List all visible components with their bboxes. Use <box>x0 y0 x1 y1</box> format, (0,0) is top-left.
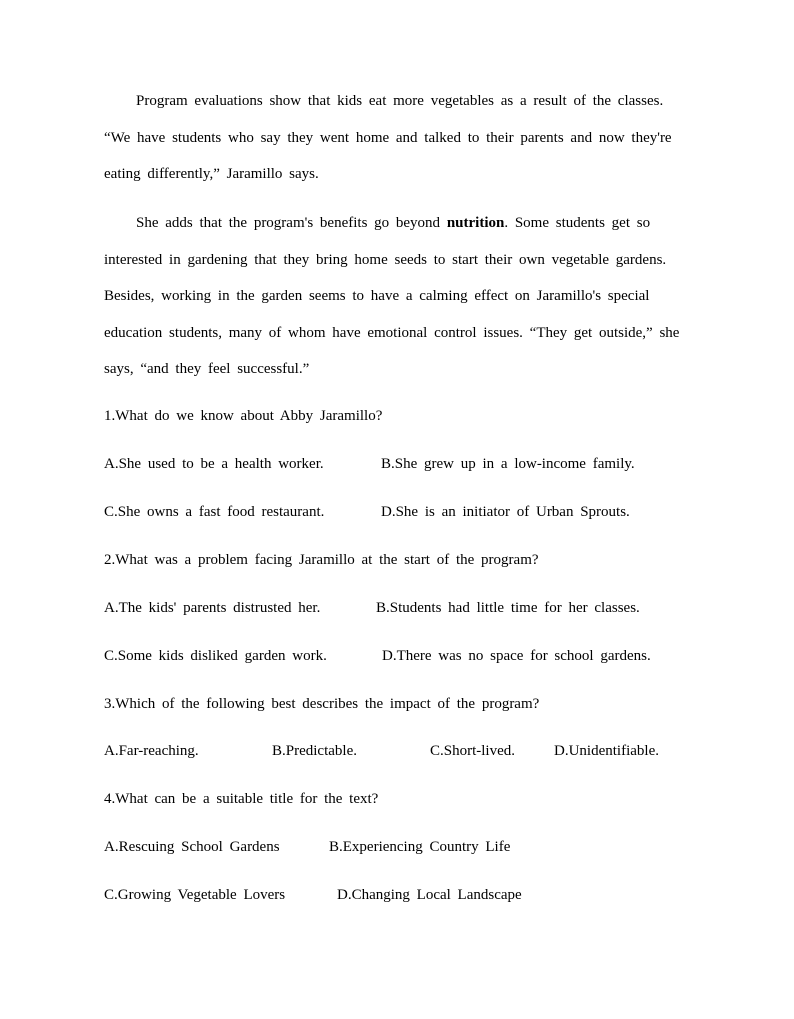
question-2-option-d: D.There was no space for school gardens. <box>382 648 651 664</box>
question-4-option-c: C.Growing Vegetable Lovers <box>104 887 286 903</box>
paragraph-2-text-end: . Some students get so interested in gardening that they bring home seeds to start their own vegetable gardens. Besides, working in the garden seems to have a calming effect on Jaramillo's special education students, many of whom have emotional control issues. “They get outside,” she says, “and they feel successful.” <box>104 215 680 377</box>
question-2-option-c: C.Some kids disliked garden work. <box>104 648 327 664</box>
question-1-stem: 1.What do we know about Abby Jaramillo? <box>104 408 383 424</box>
question-2-option-b: B.Students had little time for her classes. <box>376 600 640 616</box>
question-3-stem: 3.Which of the following best describes the impact of the program? <box>104 696 540 712</box>
question-4-option-b: B.Experiencing Country Life <box>329 839 511 855</box>
question-4-option-a: A.Rescuing School Gardens <box>104 839 280 855</box>
question-1-option-c: C.She owns a fast food restaurant. <box>104 504 325 520</box>
question-2-stem: 2.What was a problem facing Jaramillo at the start of the program? <box>104 552 539 568</box>
bold-keyword-nutrition: nutrition <box>446 215 505 231</box>
paragraph-2-text-start: She adds that the program's benefits go beyond <box>136 215 447 231</box>
question-1-option-b: B.She grew up in a low-income family. <box>381 456 635 472</box>
question-1-option-a: A.She used to be a health worker. <box>104 456 324 472</box>
question-4-option-d: D.Changing Local Landscape <box>337 887 522 903</box>
question-3-option-b: B.Predictable. <box>272 743 357 759</box>
question-3-option-a: A.Far-reaching. <box>104 743 199 759</box>
paragraph-1 <box>104 83 690 193</box>
question-2-option-a: A.The kids' parents distrusted her. <box>104 600 321 616</box>
question-1-option-d: D.She is an initiator of Urban Sprouts. <box>381 504 630 520</box>
question-3-option-d: D.Unidentifiable. <box>554 743 659 759</box>
question-3-option-c: C.Short-lived. <box>430 743 515 759</box>
paragraph-2 <box>104 205 690 388</box>
question-4-stem: 4.What can be a suitable title for the text? <box>104 791 379 807</box>
paragraph-1-text: Program evaluations show that kids eat more vegetables as a result of the classes. “We have students who say they went home and talked to their parents and now they're eating differently,” Jaramillo says. <box>104 93 672 182</box>
